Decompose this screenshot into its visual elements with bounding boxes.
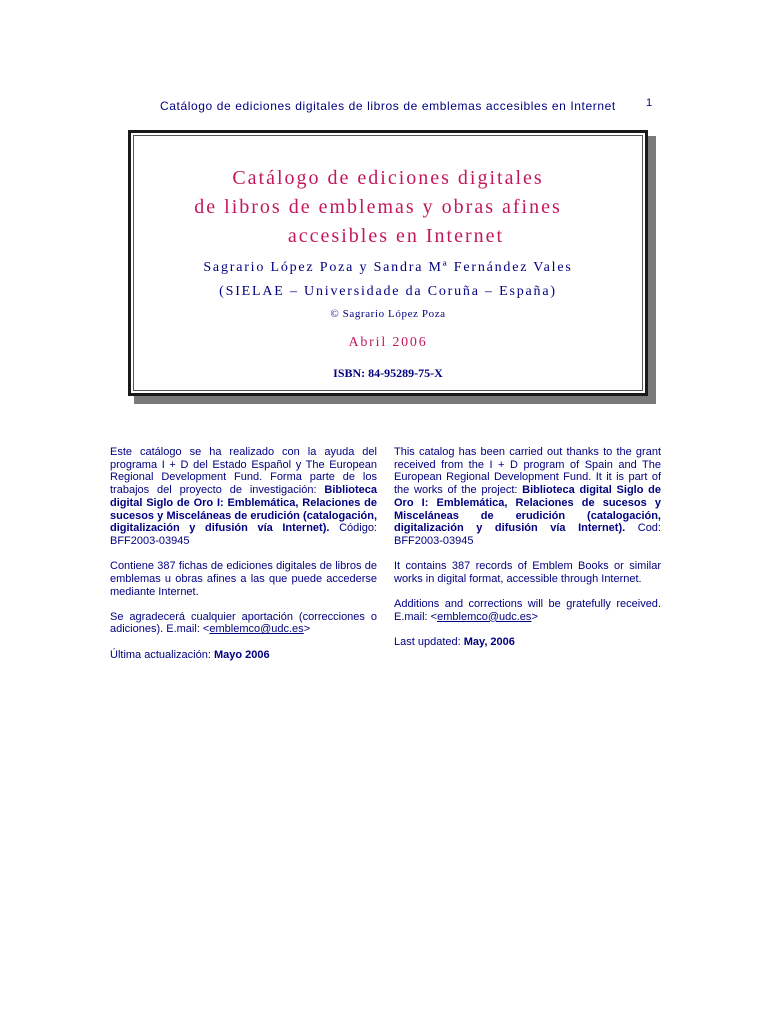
english-updated-value: May, 2006 — [463, 635, 515, 648]
spanish-updated-paragraph — [110, 649, 377, 662]
catalog-title-line-3: accesibles en Internet — [287, 225, 505, 247]
english-contributions: Additions and corrections will be gratefully received. E.mail: < — [394, 598, 661, 623]
english-email-link[interactable]: emblemco@udc.es — [437, 610, 532, 623]
spanish-updated-label: Última actualización: — [110, 648, 211, 661]
spanish-email-close: > — [303, 623, 311, 636]
spanish-intro-paragraph — [110, 446, 377, 548]
catalog-title-line-2: de libros de emblemas y obras afines — [194, 196, 562, 218]
spanish-intro: Este catálogo se ha realizado con la ayuda del programa I + D del Estado Español y The European Regional Development Fund. Forma parte de los trabajos del proyecto de investigación: — [110, 446, 377, 497]
affiliation: (SIELAE – Universidade da Coruña – España) — [219, 284, 557, 299]
spanish-project-name: Biblioteca digital Siglo de Oro I: Emblemática, Relaciones de sucesos y Misceláneas de erudición (catalogación, digitalización y difusión vía Internet). — [110, 484, 377, 535]
copyright-notice: © Sagrario López Poza — [330, 308, 446, 320]
page-number: 1 — [646, 97, 653, 109]
running-title: Catálogo de ediciones digitales de libros de emblemas accesibles en Internet — [160, 99, 616, 113]
authors: Sagrario López Poza y Sandra Mª Fernández Vales — [203, 260, 573, 275]
spanish-code: BFF2003-03945 — [110, 534, 190, 547]
spanish-code-label: Código: — [339, 522, 377, 535]
english-records: It contains 387 records of Emblem Books or similar works in digital format, accessible through Internet. — [394, 560, 661, 585]
spanish-records: Contiene 387 fichas de ediciones digitales de libros de emblemas u obras afines a las que puede accederse mediante Internet. — [110, 560, 377, 598]
publication-date: Abril 2006 — [348, 335, 428, 350]
running-header — [0, 99, 768, 119]
spanish-email-link[interactable]: emblemco@udc.es — [209, 623, 304, 636]
english-code-label: Cod: — [637, 522, 661, 535]
spanish-contributions: Se agradecerá cualquier aportación (correcciones o adiciones). E.mail: < — [110, 610, 377, 636]
spanish-column — [110, 446, 377, 674]
english-intro-paragraph — [394, 446, 661, 548]
title-box — [128, 130, 648, 396]
isbn: ISBN: 84-95289-75-X — [333, 366, 443, 380]
spanish-updated-value: Mayo 2006 — [213, 648, 270, 661]
spanish-contributions-paragraph — [110, 611, 377, 636]
english-project-name: Biblioteca digital Siglo de Oro I: Emblemática, Relaciones de sucesos y Misceláneas de erudición (catalogación, digitalización y difusión vía Internet). — [394, 484, 661, 535]
catalog-title-line-1: Catálogo de ediciones digitales — [232, 167, 544, 189]
english-code: BFF2003-03945 — [394, 534, 474, 547]
english-updated-paragraph — [394, 636, 661, 649]
english-intro: This catalog has been carried out thanks to the grant received from the I + D program of Spain and The European Regional Development Fund. It it is part of the works of the project: — [394, 446, 661, 497]
english-updated-label: Last updated: — [394, 635, 461, 648]
english-column — [394, 446, 661, 661]
english-contributions-paragraph — [394, 598, 661, 623]
english-email-close: > — [531, 610, 538, 623]
